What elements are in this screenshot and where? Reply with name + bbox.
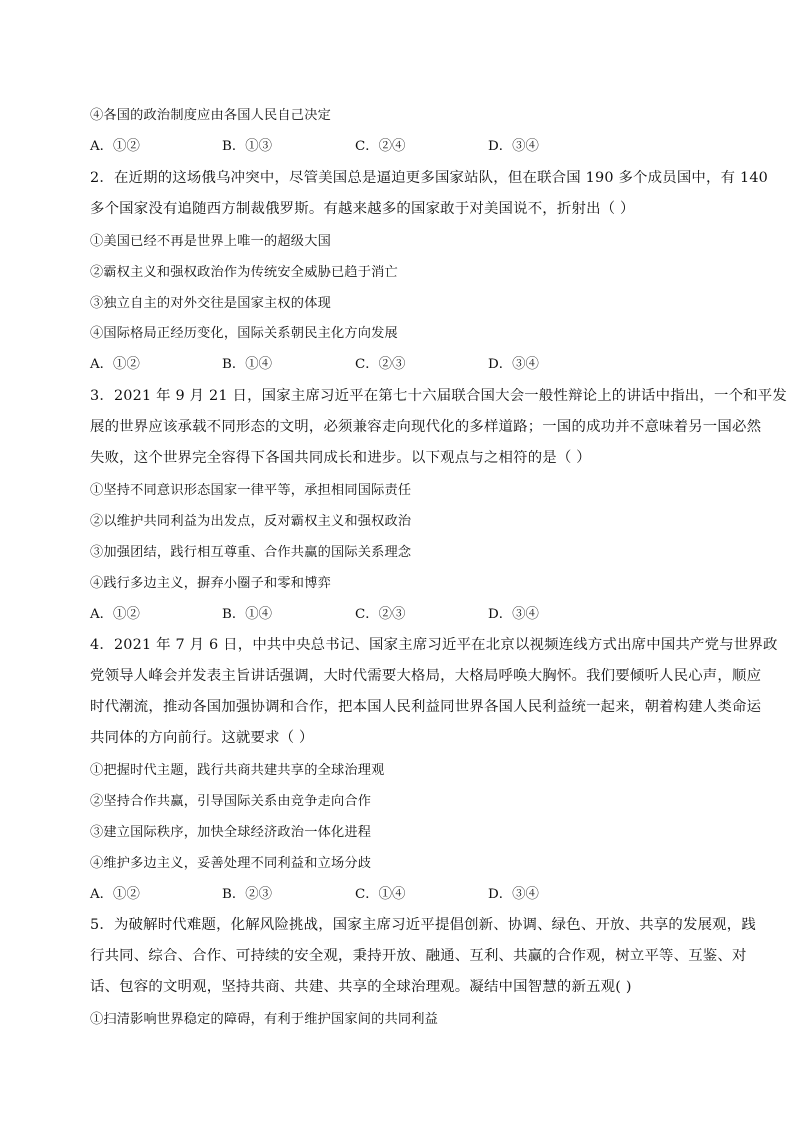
q5-stem-line-1: 5．为破解时代难题，化解风险挑战，国家主席习近平提倡创新、协调、绿色、开放、共享的发展观，践 (90, 917, 756, 933)
q2-choice-b[interactable]: B．①④ (222, 357, 273, 372)
q2-item-3: ③独立自主的对外交往是国家主权的体现 (90, 296, 331, 311)
q5-stem-line-3: 话、包容的文明观，坚持共商、共建、共享的全球治理观。凝结中国智慧的新五观( ) (90, 979, 632, 995)
q3-stem-line-2: 展的世界应该承载不同形态的文明，必须兼容走向现代化的多样道路；一国的成功并不意味着另一国必然 (90, 419, 762, 435)
q3-choice-a[interactable]: A．①② (90, 607, 140, 622)
q3-choice-d[interactable]: D．③④ (488, 607, 539, 622)
q4-item-3: ③建立国际秩序，加快全球经济政治一体化进程 (90, 825, 372, 840)
q3-choice-b[interactable]: B．①④ (222, 607, 273, 622)
q5-item-1: ①扫清影响世界稳定的障碍，有利于维护国家间的共同利益 (90, 1012, 439, 1027)
q1-choice-b[interactable]: B．①③ (222, 139, 273, 154)
q1-choice-c[interactable]: C．②④ (355, 139, 406, 154)
q4-stem-line-3: 时代潮流，推动各国加强协调和合作，把本国人民利益同世界各国人民利益统一起来，朝着构建人类命运 (90, 699, 762, 715)
q4-choice-d[interactable]: D．③④ (488, 887, 539, 902)
q4-item-4: ④维护多边主义，妥善处理不同利益和立场分歧 (90, 856, 372, 871)
q4-choice-c[interactable]: C．①④ (355, 887, 406, 902)
q4-item-1: ①把握时代主题，践行共商共建共享的全球治理观 (90, 763, 385, 778)
q2-choice-c[interactable]: C．②③ (355, 357, 406, 372)
q1-item-4: ④各国的政治制度应由各国人民自己决定 (90, 108, 331, 123)
q3-item-2: ②以维护共同利益为出发点，反对霸权主义和强权政治 (90, 514, 412, 529)
q3-stem-line-3: 失败，这个世界完全容得下各国共同成长和进步。以下观点与之相符的是（ ） (90, 450, 591, 466)
q2-item-2: ②霸权主义和强权政治作为传统安全威胁已趋于消亡 (90, 265, 398, 280)
q1-choice-a[interactable]: A．①② (90, 139, 140, 154)
q2-choice-a[interactable]: A．①② (90, 357, 140, 372)
q3-choice-c[interactable]: C．②③ (355, 607, 406, 622)
q4-choice-b[interactable]: B．②③ (222, 887, 273, 902)
q4-stem-line-1: 4．2021 年 7 月 6 日，中共中央总书记、国家主席习近平在北京以视频连线方式出席中国共产党与世界政 (90, 637, 778, 653)
q2-stem-line-2: 多个国家没有追随西方制裁俄罗斯。有越来越多的国家敢于对美国说不，折射出（ ） (90, 201, 635, 217)
q1-choice-d[interactable]: D．③④ (488, 139, 539, 154)
q5-stem-line-2: 行共同、综合、合作、可持续的安全观，秉持开放、融通、互利、共赢的合作观，树立平等、互鉴、对 (90, 948, 747, 964)
q3-item-4: ④践行多边主义，摒弃小圈子和零和博弈 (90, 576, 331, 591)
q4-item-2: ②坚持合作共赢，引导国际关系由竞争走向合作 (90, 794, 372, 809)
q4-stem-line-4: 共同体的方向前行。这就要求（ ） (90, 730, 314, 746)
q3-item-3: ③加强团结，践行相互尊重、合作共赢的国际关系理念 (90, 545, 412, 560)
q2-choice-d[interactable]: D．③④ (488, 357, 539, 372)
q4-stem-line-2: 党领导人峰会并发表主旨讲话强调，大时代需要大格局，大格局呼唤大胸怀。我们要倾听人民心声，顺应 (90, 668, 762, 684)
q2-item-1: ①美国已经不再是世界上唯一的超级大国 (90, 234, 331, 249)
q3-stem-line-1: 3．2021 年 9 月 21 日，国家主席习近平在第七十六届联合国大会一般性辩论上的讲话中指出，一个和平发 (90, 388, 787, 404)
q4-choice-a[interactable]: A．①② (90, 887, 140, 902)
q2-stem-line-1: 2．在近期的这场俄乌冲突中，尽管美国总是逼迫更多国家站队，但在联合国 190 多个成员国中，有 140 (90, 170, 769, 186)
q3-item-1: ①坚持不同意识形态国家一律平等，承担相同国际责任 (90, 483, 412, 498)
q2-item-4: ④国际格局正经历变化，国际关系朝民主化方向发展 (90, 326, 398, 341)
